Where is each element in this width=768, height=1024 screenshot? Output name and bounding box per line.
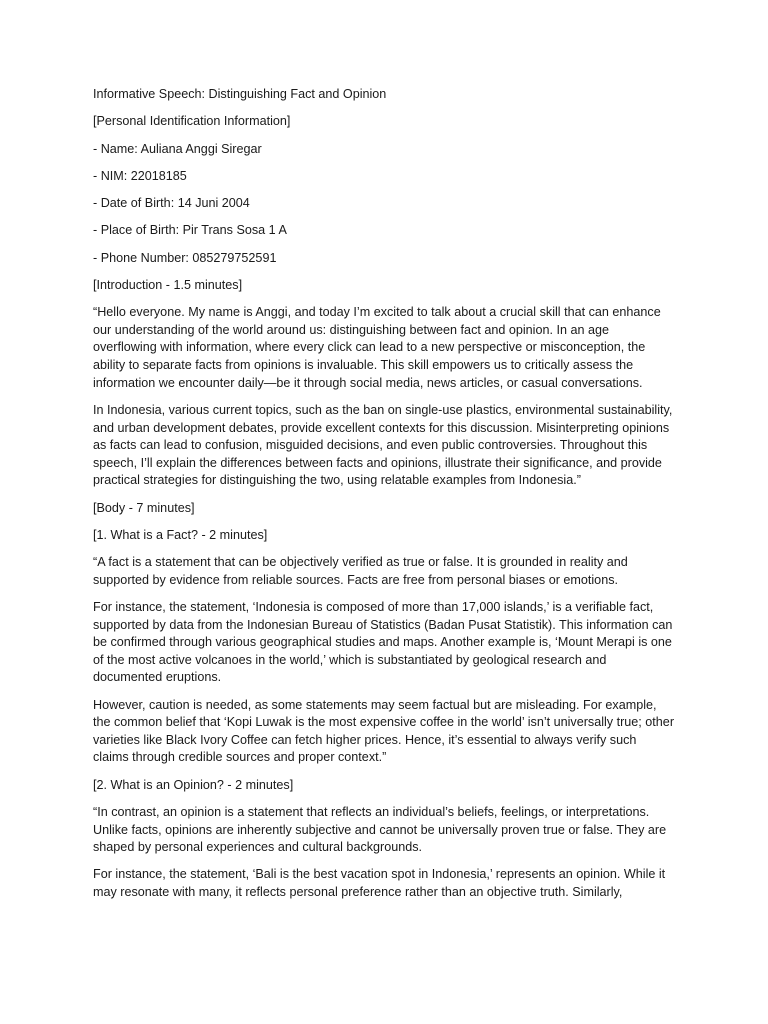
document-title: Informative Speech: Distinguishing Fact and Opinion (93, 87, 387, 101)
introduction-paragraph: “Hello everyone. My name is Anggi, and today I’m excited to talk about a crucial skill that can enhance our understanding of the world around us: distinguishing between fact and opinion. In an age overflowing with information, where every click can lead to a new perspective or misconception, the ability to separate facts from opinions is invaluable. This skill empowers us to critically assess the information we encounter daily—be it through social media, news articles, or casual conversations. (93, 305, 661, 390)
fact-paragraph: “A fact is a statement that can be objectively verified as true or false. It is grounded in reality and supported by evidence from reliable sources. Facts are free from personal biases or emotions. (93, 555, 628, 587)
introduction-paragraph: In Indonesia, various current topics, such as the ban on single-use plastics, environmental sustainability, and urban development debates, provide excellent contexts for this discussion. Misinterpreting opinions as facts can lead to confusion, misguided decisions, and even public controversies. Throughout this speech, I’ll explain the differences between facts and opinions, illustrate their significance, and provide practical strategies for distinguishing the two, using relatable examples from Indonesia.” (93, 402, 673, 488)
identification-heading: [Personal Identification Information] (93, 114, 291, 129)
identification-phone: - Phone Number: 085279752591 (93, 250, 277, 265)
opinion-paragraph: “In contrast, an opinion is a statement that reflects an individual’s beliefs, feelings, or interpretations. Unlike facts, opinions are inherently subjective and cannot be universally proven true or false. They are shaped by personal experiences and cultural backgrounds. (93, 805, 667, 855)
identification-dob: - Date of Birth: 14 Juni 2004 (93, 196, 250, 211)
introduction-heading: [Introduction - 1.5 minutes] (93, 277, 243, 292)
opinion-section-heading: [2. What is an Opinion? - 2 minutes] (93, 777, 294, 792)
fact-section-heading: [1. What is a Fact? - 2 minutes] (93, 527, 268, 542)
opinion-paragraph: For instance, the statement, ‘Bali is the best vacation spot in Indonesia,’ represents an opinion. While it may resonate with many, it reflects personal preference rather than an objective truth. Similarly, (93, 867, 666, 900)
fact-paragraph: For instance, the statement, ‘Indonesia is composed of more than 17,000 islands,’ is a verifiable fact, supported by data from the Indonesian Bureau of Statistics (Badan Pusat Statistik). This information can be confirmed through various geographical studies and maps. Another example is, ‘Mount Merapi is one of the most active volcanoes in the world,’ which is substantiated by geological research and documented eruptions. (93, 600, 673, 685)
document-body (93, 86, 675, 911)
identification-name: - Name: Auliana Anggi Siregar (93, 141, 262, 156)
body-heading: [Body - 7 minutes] (93, 500, 195, 515)
identification-nim: - NIM: 22018185 (93, 168, 187, 183)
identification-pob: - Place of Birth: Pir Trans Sosa 1 A (93, 223, 287, 238)
fact-paragraph: However, caution is needed, as some statements may seem factual but are misleading. For example, the common belief that ‘Kopi Luwak is the most expensive coffee in the world’ isn’t universally true; other varieties like Black Ivory Coffee can fetch higher prices. Hence, it’s essential to always verify such claims through credible sources and proper context.” (93, 697, 675, 765)
